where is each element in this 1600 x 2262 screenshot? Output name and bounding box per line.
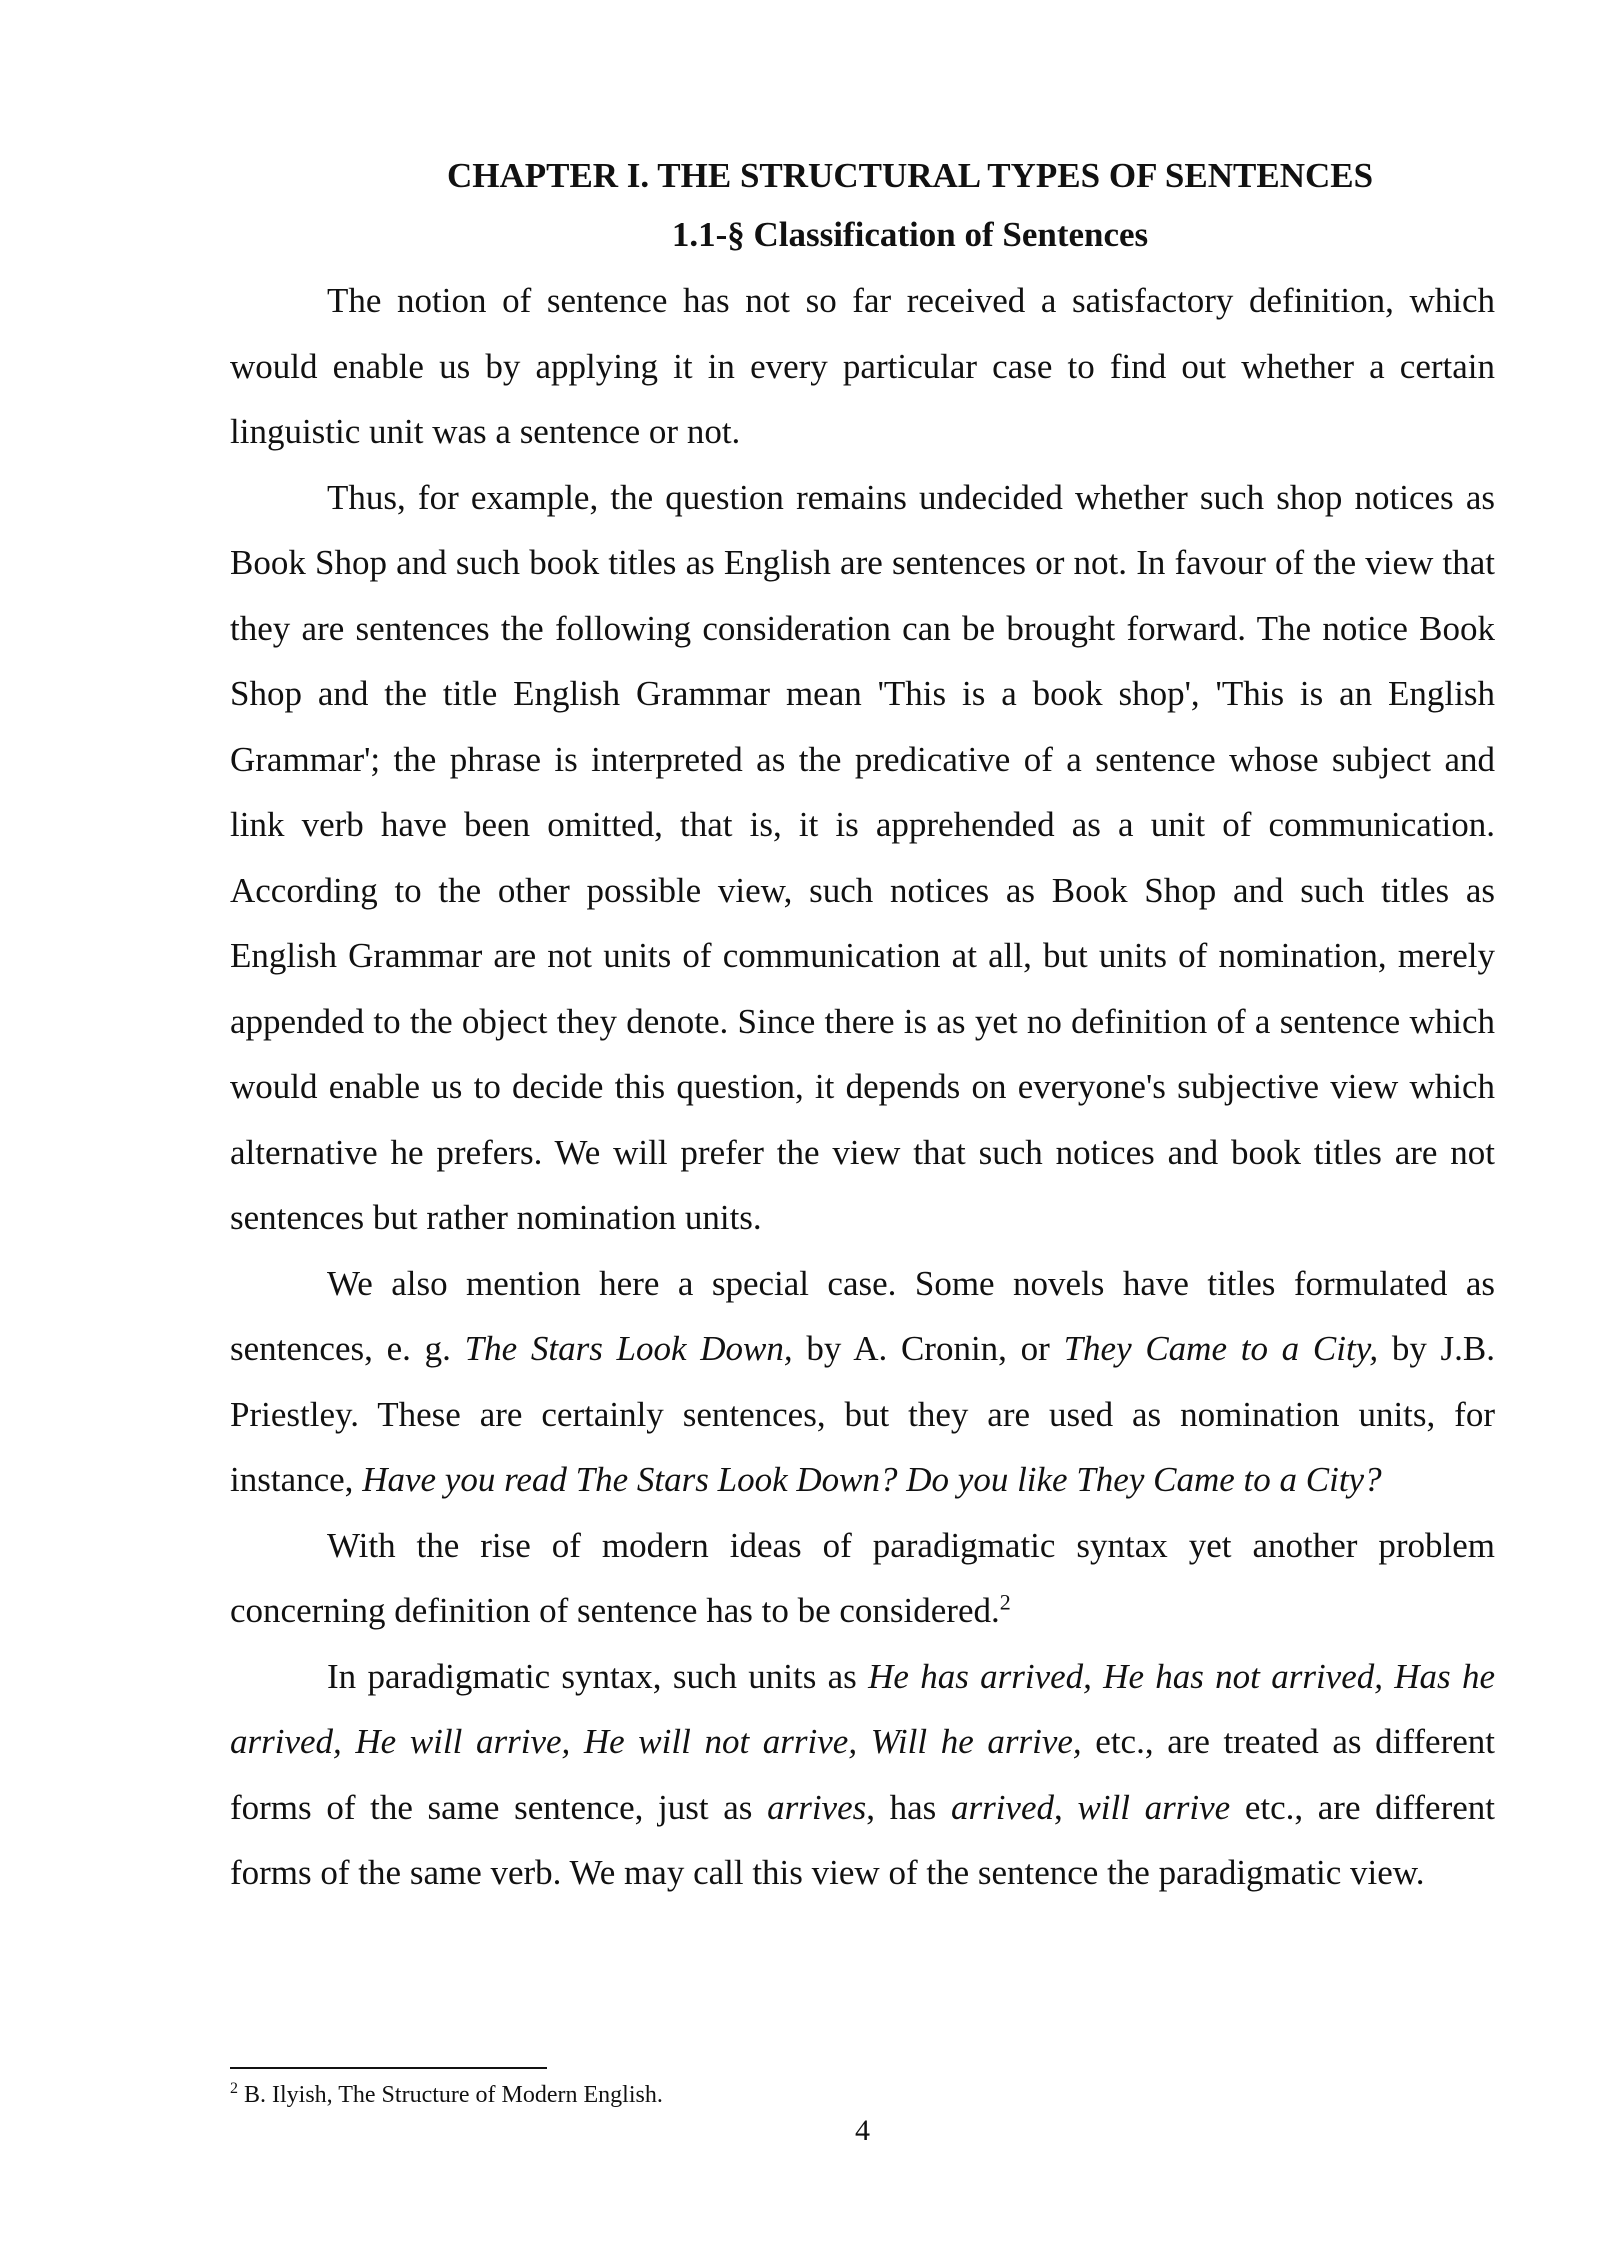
italic-text: He has arrived, He has not arrived, Has he arrived, He will arrive, He will not arrive, Will he arrive,	[230, 1656, 1495, 1761]
italic-text: They Came to a City,	[1063, 1329, 1379, 1368]
footnote-text: B. Ilyish, The Structure of Modern English.	[238, 2082, 663, 2108]
page-number: 4	[855, 2114, 870, 2147]
footnote-reference: 2	[999, 1589, 1011, 1615]
section-title: 1.1-§ Classification of Sentences	[671, 215, 1149, 254]
italic-text: arrives	[767, 1787, 867, 1827]
paragraph	[230, 1513, 1495, 1644]
paragraph	[230, 268, 1495, 465]
footnote-marker: 2	[230, 2080, 238, 2097]
italic-text: arrived	[950, 1787, 1055, 1827]
text-run: by J.B. Priestley. These are certainly sentences, but they are used as nomination units, for instance,	[230, 1329, 1496, 1499]
text-run: The notion of sentence has not so far received a satisfactory definition, which would enable us by applying it in every particular case to find out whether a certain linguistic unit was a sentence or not.	[230, 281, 1495, 451]
text-run: etc., are different forms of the same verb. We may call this view of the sentence the paradigmatic view.	[230, 1787, 1496, 1892]
footnote	[230, 2080, 663, 2110]
paragraph	[230, 465, 1495, 1251]
footnote-divider	[230, 2067, 547, 2069]
text-run: In paradigmatic syntax, such units as	[327, 1656, 869, 1696]
text-run: We also mention here a special case. Some novels have titles formulated as sentences, e. g.	[230, 1263, 1495, 1368]
text-run: With the rise of modern ideas of paradigmatic syntax yet another problem concerning definition of sentence has to be considered.	[230, 1525, 1495, 1630]
text-run: , has	[866, 1787, 951, 1827]
text-run: by A. Cronin, or	[792, 1329, 1064, 1368]
paragraph	[230, 1251, 1495, 1513]
italic-text: will arrive	[1077, 1787, 1231, 1827]
italic-text: Have you read The Stars Look Down? Do you like They Came to a City?	[362, 1460, 1382, 1499]
document-page	[230, 150, 1495, 1906]
chapter-title: CHAPTER I. THE STRUCTURAL TYPES OF SENTENCES	[446, 156, 1374, 195]
italic-text: The Stars Look Down,	[464, 1329, 793, 1368]
text-run: Thus, for example, the question remains undecided whether such shop notices as Book Shop and such book titles as English are sentences or not. In favour of the view that they are sentences the following consideration can be brought forward. The notice Book Shop and the title English Grammar mean 'This is a book shop', 'This is an English Grammar'; the phrase is interpreted as the predicative of a sentence whose subject and link verb have been omitted, that is, it is apprehended as a unit of communication. According to the other possible view, such notices as Book Shop and such titles as English Grammar are not units of communication at all, but units of nomination, merely appended to the object they denote. Since there is as yet no definition of a sentence which would enable us to decide this question, it depends on everyone's subjective view which alternative he prefers. We will prefer the view that such notices and book titles are not sentences but rather nomination units.	[230, 477, 1495, 1237]
paragraph	[230, 1644, 1495, 1906]
body-text	[230, 268, 1495, 1906]
text-run: etc., are treated as different forms of the same sentence, just as	[230, 1722, 1496, 1827]
text-run: ,	[1054, 1787, 1078, 1827]
